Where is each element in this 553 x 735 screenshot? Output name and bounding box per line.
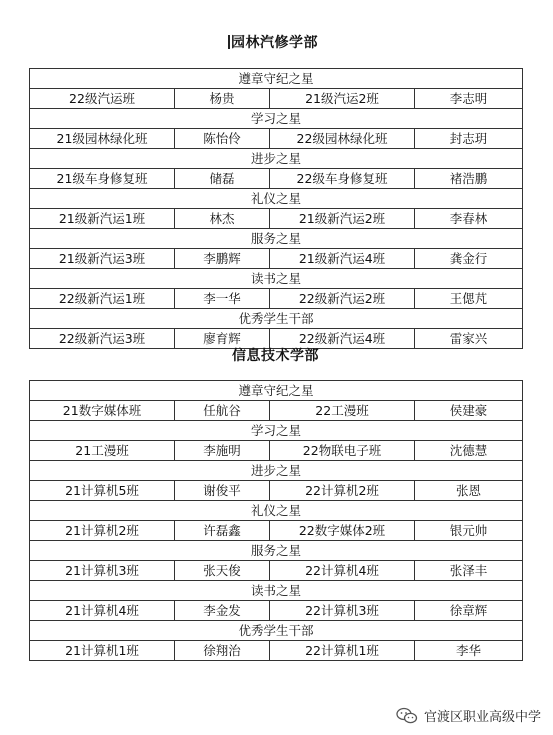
table-row (30, 169, 523, 189)
class-cell: 21级车身修复班 (30, 169, 175, 189)
section-title-2 (232, 345, 319, 365)
student-cell: 储磊 (175, 169, 270, 189)
class-cell: 21级新汽运3班 (30, 249, 175, 269)
student-cell: 李金发 (175, 601, 270, 621)
class-cell: 21级新汽运4班 (270, 249, 415, 269)
student-cell: 李春林 (415, 209, 523, 229)
table-row (30, 641, 523, 661)
table-row (30, 481, 523, 501)
category-row (30, 381, 523, 401)
category-label: 进步之星 (30, 461, 523, 481)
category-label: 学习之星 (30, 109, 523, 129)
section-title-text: 园林汽修学部 (231, 35, 318, 51)
student-cell: 杨贵 (175, 89, 270, 109)
student-cell: 张天俊 (175, 561, 270, 581)
award-table-2 (29, 380, 523, 661)
section-title-text: 信息技术学部 (232, 348, 319, 364)
category-label: 服务之星 (30, 541, 523, 561)
class-cell: 22物联电子班 (270, 441, 415, 461)
category-row (30, 501, 523, 521)
class-cell: 22级园林绿化班 (270, 129, 415, 149)
student-cell: 许磊鑫 (175, 521, 270, 541)
table-row (30, 561, 523, 581)
wechat-icon (396, 707, 418, 725)
category-row (30, 229, 523, 249)
class-cell: 21级新汽运1班 (30, 209, 175, 229)
student-cell: 王偲芃 (415, 289, 523, 309)
category-label: 服务之星 (30, 229, 523, 249)
category-label: 优秀学生干部 (30, 621, 523, 641)
category-row (30, 581, 523, 601)
table-row (30, 89, 523, 109)
class-cell: 21计算机4班 (30, 601, 175, 621)
class-cell: 21数字媒体班 (30, 401, 175, 421)
student-cell: 封志玥 (415, 129, 523, 149)
category-row (30, 461, 523, 481)
cursor-bar (228, 35, 230, 49)
section-title-1 (228, 32, 318, 52)
class-cell: 22计算机1班 (270, 641, 415, 661)
category-label: 礼仪之星 (30, 189, 523, 209)
watermark-text: 官渡区职业高级中学 (423, 710, 541, 725)
class-cell: 22级新汽运4班 (270, 329, 415, 349)
table-row (30, 401, 523, 421)
class-cell: 22级新汽运1班 (30, 289, 175, 309)
class-cell: 21计算机2班 (30, 521, 175, 541)
category-row (30, 189, 523, 209)
student-cell: 李鹏辉 (175, 249, 270, 269)
student-cell: 李华 (415, 641, 523, 661)
category-label: 读书之星 (30, 269, 523, 289)
table-row (30, 441, 523, 461)
student-cell: 银元帅 (415, 521, 523, 541)
class-cell: 22级汽运班 (30, 89, 175, 109)
watermark (396, 706, 541, 725)
category-label: 遵章守纪之星 (30, 381, 523, 401)
student-cell: 张泽丰 (415, 561, 523, 581)
category-row (30, 621, 523, 641)
category-label: 优秀学生干部 (30, 309, 523, 329)
category-row (30, 149, 523, 169)
category-label: 读书之星 (30, 581, 523, 601)
student-cell: 林杰 (175, 209, 270, 229)
category-row (30, 109, 523, 129)
award-table-1 (29, 68, 523, 349)
student-cell: 谢俊平 (175, 481, 270, 501)
class-cell: 21级新汽运2班 (270, 209, 415, 229)
table-row (30, 289, 523, 309)
student-cell: 廖育辉 (175, 329, 270, 349)
category-label: 学习之星 (30, 421, 523, 441)
class-cell: 21级园林绿化班 (30, 129, 175, 149)
category-row (30, 269, 523, 289)
class-cell: 21级汽运2班 (270, 89, 415, 109)
class-cell: 22计算机4班 (270, 561, 415, 581)
category-label: 进步之星 (30, 149, 523, 169)
class-cell: 22级车身修复班 (270, 169, 415, 189)
category-row (30, 421, 523, 441)
category-row (30, 69, 523, 89)
student-cell: 李志明 (415, 89, 523, 109)
category-row (30, 541, 523, 561)
table-row (30, 521, 523, 541)
class-cell: 21计算机3班 (30, 561, 175, 581)
student-cell: 徐翔治 (175, 641, 270, 661)
student-cell: 李一华 (175, 289, 270, 309)
class-cell: 22级新汽运3班 (30, 329, 175, 349)
class-cell: 21计算机1班 (30, 641, 175, 661)
class-cell: 21工漫班 (30, 441, 175, 461)
student-cell: 褚浩鹏 (415, 169, 523, 189)
class-cell: 21计算机5班 (30, 481, 175, 501)
table-row (30, 129, 523, 149)
category-label: 遵章守纪之星 (30, 69, 523, 89)
student-cell: 李施明 (175, 441, 270, 461)
category-label: 礼仪之星 (30, 501, 523, 521)
student-cell: 陈怡伶 (175, 129, 270, 149)
table-row (30, 209, 523, 229)
category-row (30, 309, 523, 329)
student-cell: 沈德慧 (415, 441, 523, 461)
student-cell: 侯建豪 (415, 401, 523, 421)
student-cell: 任航谷 (175, 401, 270, 421)
student-cell: 龚金行 (415, 249, 523, 269)
class-cell: 22计算机3班 (270, 601, 415, 621)
student-cell: 雷家兴 (415, 329, 523, 349)
table-row (30, 601, 523, 621)
class-cell: 22级新汽运2班 (270, 289, 415, 309)
class-cell: 22数字媒体2班 (270, 521, 415, 541)
student-cell: 徐章辉 (415, 601, 523, 621)
class-cell: 22计算机2班 (270, 481, 415, 501)
class-cell: 22工漫班 (270, 401, 415, 421)
table-row (30, 249, 523, 269)
student-cell: 张恩 (415, 481, 523, 501)
